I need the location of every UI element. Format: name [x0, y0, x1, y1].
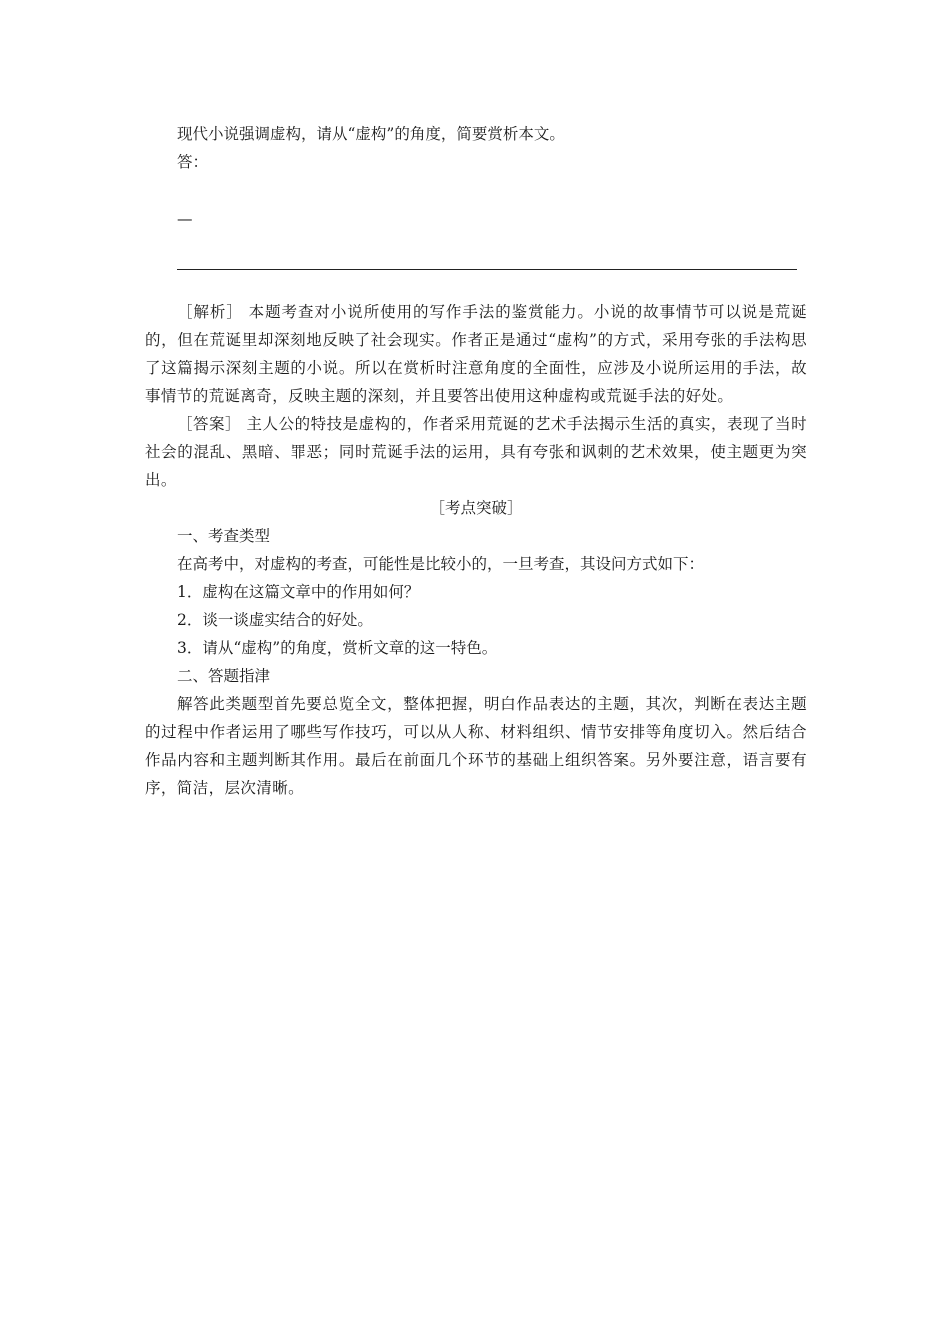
answer-section-label: ［答案］: [177, 415, 242, 433]
analysis-label: ［解析］: [177, 303, 243, 321]
question-prompt: 现代小说强调虚构，请从“虚构”的角度，简要赏析本文。: [177, 125, 565, 143]
section2-heading: 二、答题指津: [177, 667, 271, 685]
section2-text: 解答此类题型首先要总览全文，整体把握，明白作品表达的主题，其次，判断在表达主题的过程中作者运用了哪些写作技巧，可以从人称、材料组织、情节安排等角度切入。然后结合作品内容和主题判断其作用。最后在前面几个环节的基础上组织答案。另外要注意，语言要有序，简洁，层次清晰。: [145, 695, 807, 797]
breakthrough-title: ［考点突破］: [429, 499, 523, 517]
question-block: [145, 120, 807, 176]
answer-dash: —: [177, 210, 193, 228]
list-item: 2．谈一谈虚实结合的好处。: [177, 611, 373, 629]
analysis-paragraph: [145, 298, 807, 410]
section1-intro: 在高考中，对虚构的考查，可能性是比较小的，一旦考查，其设问方式如下：: [177, 555, 705, 573]
section1-heading: 一、考查类型: [177, 527, 271, 545]
list-item: 1．虚构在这篇文章中的作用如何？: [177, 583, 420, 601]
answer-label: 答：: [177, 153, 209, 171]
answer-paragraph: [145, 410, 807, 494]
answer-text: 主人公的特技是虚构的，作者采用荒诞的艺术手法揭示生活的真实，表现了当时社会的混乱、黑暗、罪恶；同时荒诞手法的运用，具有夸张和讽刺的艺术效果，使主题更为突出。: [145, 415, 807, 489]
list-item: 3．请从“虚构”的角度，赏析文章的这一特色。: [177, 639, 498, 657]
analysis-block: [145, 298, 807, 802]
analysis-text: 本题考查对小说所使用的写作手法的鉴赏能力。小说的故事情节可以说是荒诞的，但在荒诞里却深刻地反映了社会现实。作者正是通过“虚构”的方式，采用夸张的手法构思了这篇揭示深刻主题的小说。所以在赏析时注意角度的全面性，应涉及小说所运用的手法，故事情节的荒诞离奇，反映主题的深刻，并且要答出使用这种虚构或荒诞手法的好处。: [145, 303, 808, 405]
answer-blank-line: [177, 269, 797, 270]
